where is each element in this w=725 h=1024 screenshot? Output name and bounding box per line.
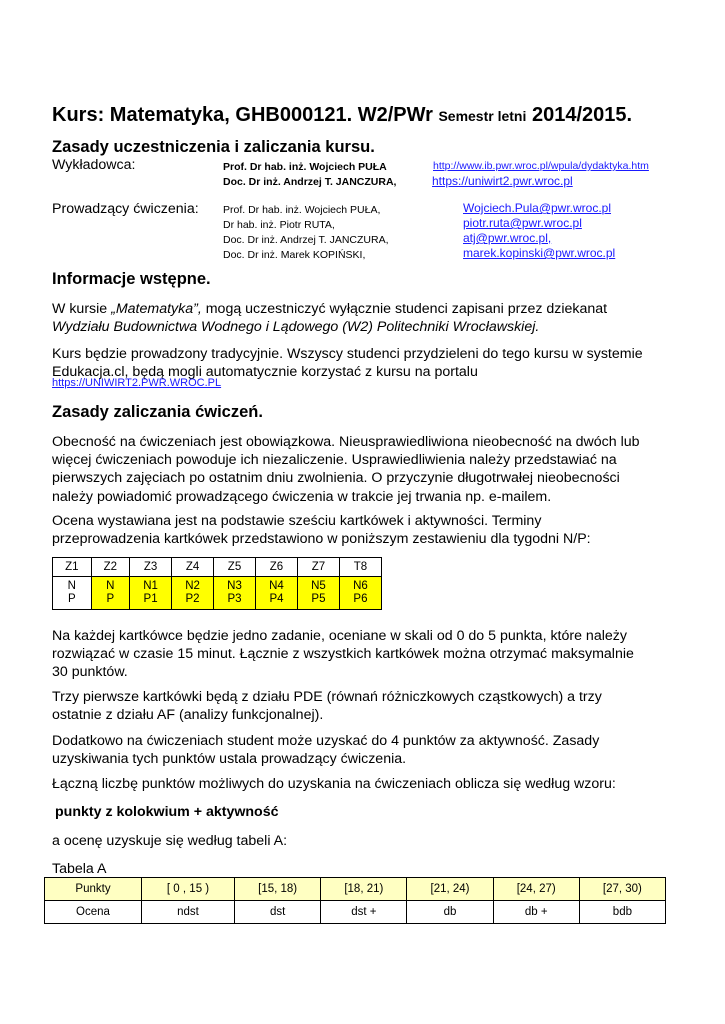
intro-paragraph-1: W kursie „Matematyka”, mogą uczestniczyć wyłącznie studenci zapisani przez dziekanat Wydziału Budownictwa Wodnego i Lądowego (W2) Politechniki Wrocławskiej. [52,301,608,336]
grade-table-cell: db [407,901,493,924]
academic-year: 2014/2015. [531,104,633,126]
schedule-cell: N1 P1 [130,577,172,610]
quiz-paragraph: Na każdej kartkówce będzie jedno zadanie, oceniane w skali od 0 do 5 punkta, które należy rozwiązać w czasie 15 minut. Łącznie z wszystkich kartkówek można otrzymać maksymalnie 30 punktów. [52,628,634,681]
schedule-header: Z5 [214,558,256,577]
schedule-header: Z1 [53,558,92,577]
grade-table-cell: db + [493,901,579,924]
schedule-cell: N4 P4 [256,577,298,610]
grade-table [44,877,666,924]
schedule-header: T8 [339,558,381,577]
grade-table-cell: ndst [142,901,235,924]
grade-table-cell: [21, 24) [407,878,493,901]
schedule-cell: N5 P5 [297,577,339,610]
grade-table-cell: [24, 27) [493,878,579,901]
grade-table-cell: [ 0 , 15 ) [142,878,235,901]
exercises-heading: Zasady zaliczania ćwiczeń. [52,403,263,421]
attendance-paragraph: Obecność na ćwiczeniach jest obowiązkowa. Nieusprawiedliwiona nieobecność na dwóch lub więcej ćwiczeniach powoduje ich niezaliczenie. Usprawiedliwienia należy przedstawiać na pierwszych zajęciach po ostatnim dniu zwolnienia. O przyczynie długotrwałej nieobecności należy powiadomić prowadzącego ćwiczenia w trakcie jej trwania np. e-mailem. [52,434,640,505]
semester-label: Semestr letni [438,108,527,124]
grade-table-cell: [15, 18) [235,878,321,901]
instructor-label: Prowadzący ćwiczenia: [52,201,199,217]
intro-heading: Informacje wstępne. [52,270,211,288]
instructor-email[interactable]: atj@pwr.wroc.pl, [463,231,552,245]
grade-table-cell: [27, 30) [579,878,665,901]
schedule-header: Z6 [256,558,298,577]
formula: punkty z kolokwium + aktywność [55,804,279,820]
instructor-email[interactable]: marek.kopinski@pwr.wroc.pl [463,246,616,260]
lecturer-label: Wykładowca: [52,157,136,173]
lecturer-link[interactable]: http://www.ib.pwr.wroc.pl/wpula/dydaktyka.htm [433,160,649,172]
instructor-name: Doc. Dr inż. Marek KOPIŃSKI, [223,249,366,261]
grade-table-cell: Ocena [45,901,142,924]
schedule-cell: N2 P2 [172,577,214,610]
rules-heading: Zasady uczestniczenia i zaliczania kursu. [52,138,375,156]
table-intro: a ocenę uzyskuje się według tabeli A: [52,833,288,849]
quiz-schedule-table [52,557,382,610]
schedule-header: Z7 [297,558,339,577]
grade-table-cell: dst + [321,901,407,924]
lecturer-link[interactable]: https://uniwirt2.pwr.wroc.pl [432,174,573,188]
schedule-header: Z2 [91,558,130,577]
instructor-name: Dr hab. inż. Piotr RUTA, [223,219,335,231]
grading-paragraph: Ocena wystawiana jest na podstawie sześciu kartkówek i aktywności. Terminy przeprowadzenia kartkówek przedstawiono w poniższym zestawieniu dla tygodni N/P: [52,513,591,548]
grade-table-cell: [18, 21) [321,878,407,901]
topics-paragraph: Trzy pierwsze kartkówki będą z działu PDE (równań różniczkowych cząstkowych) a trzy ostatnie z działu AF (analizy funkcjonalnej). [52,689,602,724]
table-a-caption: Tabela A [52,861,107,877]
formula-intro: Łączną liczbę punktów możliwych do uzyskania na ćwiczeniach oblicza się według wzoru: [52,776,616,792]
instructor-name: Prof. Dr hab. inż. Wojciech PUŁA, [223,204,381,216]
schedule-cell: N3 P3 [214,577,256,610]
course-title-main: Kurs: Matematyka, GHB000121. W2/PWr [52,104,433,126]
schedule-header: Z3 [130,558,172,577]
schedule-cell: N6 P6 [339,577,381,610]
grade-table-cell: Punkty [45,878,142,901]
schedule-cell: N P [53,577,92,610]
grade-table-cell: bdb [579,901,665,924]
schedule-cell: N P [91,577,130,610]
course-name: „Matematyka”, [111,301,202,317]
activity-paragraph: Dodatkowo na ćwiczeniach student może uzyskać do 4 punktów za aktywność. Zasady uzyskiwania tych punktów ustala prowadzący ćwiczenia. [52,733,600,768]
lecturer-name: Doc. Dr inż. Andrzej T. JANCZURA, [223,176,397,188]
grade-table-cell: dst [235,901,321,924]
instructor-email[interactable]: Wojciech.Pula@pwr.wroc.pl [463,201,612,215]
instructor-email[interactable]: piotr.ruta@pwr.wroc.pl [463,216,582,230]
course-title [52,104,632,127]
instructor-name: Doc. Dr inż. Andrzej T. JANCZURA, [223,234,389,246]
intro-paragraph-2: Kurs będzie prowadzony tradycyjnie. Wszyscy studenci przydzieleni do tego kursu w systemie Edukacja.cl, będą mogli automatycznie korzystać z kursu na portalu [52,346,643,381]
lecturer-name: Prof. Dr hab. inż. Wojciech PUŁA [223,161,387,173]
schedule-header: Z4 [172,558,214,577]
portal-link[interactable]: https://UNIWIRT2.PWR.WROC.PL [52,377,222,389]
